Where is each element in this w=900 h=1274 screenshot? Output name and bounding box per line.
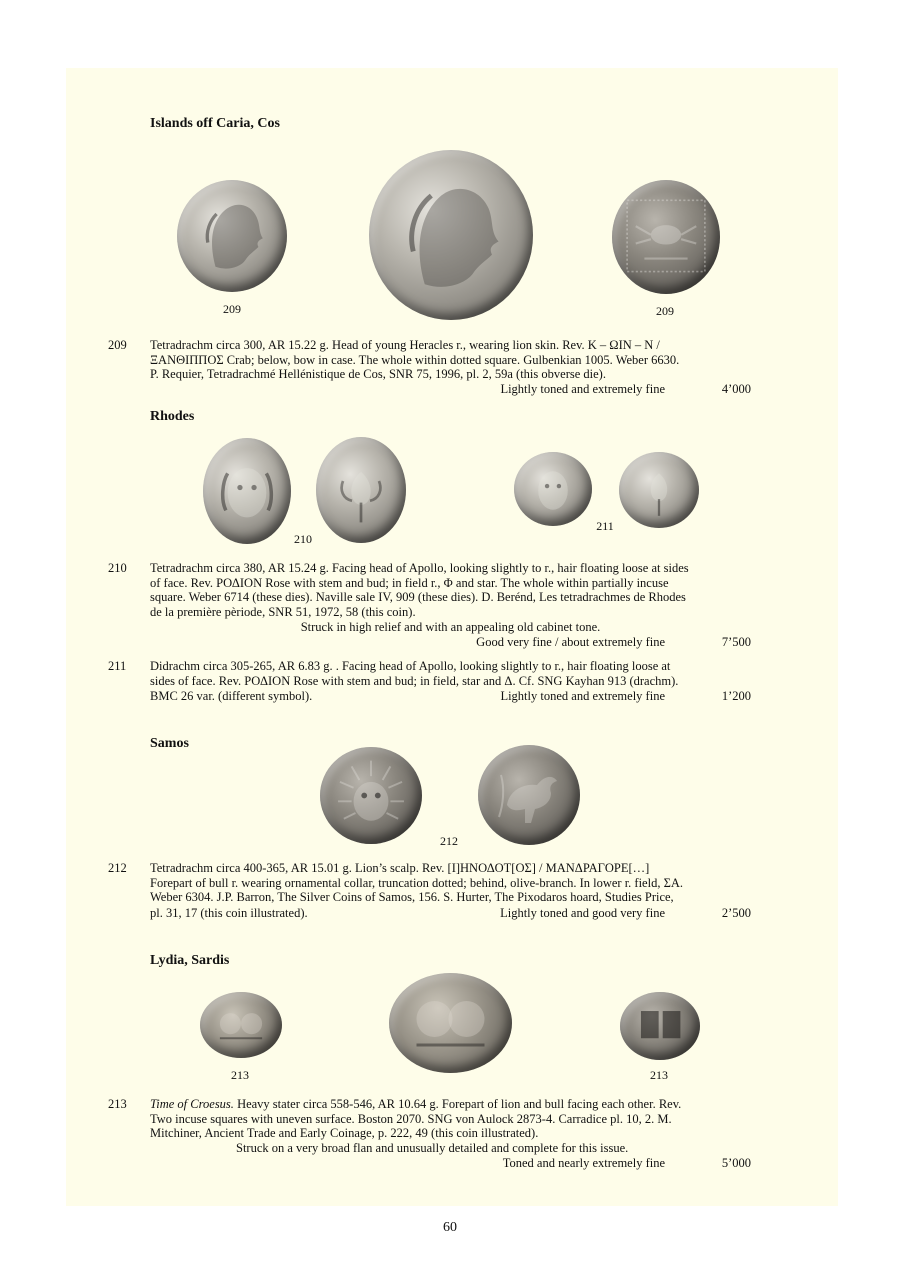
lot-description-209 <box>150 338 751 382</box>
apollo-face-icon <box>203 438 291 544</box>
lion-bull-enlarged <box>389 973 512 1073</box>
description-line: of face. Rev. ΡΟΔΙΟΝ Rose with stem and bud; in field r., Φ and star. The whole within partially incuse <box>150 575 669 590</box>
heracles-head-icon <box>177 180 287 292</box>
condition-text: Lightly toned and good very fine <box>500 906 665 920</box>
rose-small-icon <box>619 452 699 528</box>
crab-reverse-coin <box>612 180 720 294</box>
incuse-squares-icon <box>620 992 700 1060</box>
lot-condition-row-209 <box>150 382 751 397</box>
description-line: Tetradrachm circa 380, AR 15.24 g. Facing head of Apollo, looking slightly to r., hair floating loose at sides <box>150 561 689 575</box>
lot-number-211: 211 <box>108 659 127 673</box>
lot-number-210: 210 <box>108 561 127 575</box>
description-first-line <box>150 1097 751 1112</box>
lot-number-212: 212 <box>108 861 127 875</box>
page-number: 60 <box>443 1220 457 1235</box>
rose-small-coin <box>619 452 699 528</box>
lot-note-213: Struck on a very broad flan and unusually detailed and complete for this issue. <box>236 1141 629 1155</box>
estimate-price: 5’000 <box>721 1156 751 1170</box>
bull-icon <box>478 745 580 845</box>
description-line: Didrachm circa 305-265, AR 6.83 g. . Facing head of Apollo, looking slightly to r., hair floating loose at <box>150 659 671 673</box>
rose-icon <box>316 437 406 543</box>
condition-text: Toned and nearly extremely fine <box>502 1156 665 1170</box>
lot-description-212 <box>150 861 751 905</box>
description-line-rest: Heavy stater circa 558-546, AR 10.64 g. Forepart of lion and bull facing each other. Rev. <box>233 1097 682 1111</box>
heracles-head-coin <box>177 180 287 292</box>
lion-bull-icon <box>200 992 282 1058</box>
description-line: P. Requier, Tetradrachmé Hellénistique de Cos, SNR 75, 1996, pl. 2, 59a (this obverse die). <box>150 367 606 381</box>
description-line: square. Weber 6714 (these dies). Naville sale IV, 909 (these dies). D. Berénd, Les tetradrachmes de Rhodes <box>150 590 686 604</box>
apollo-facing-coin <box>203 438 291 544</box>
coin-label-209-reverse: 209 <box>656 304 674 318</box>
lot-description-211 <box>150 659 751 688</box>
condition-text: Lightly toned and extremely fine <box>500 382 665 396</box>
lot-condition-row-212 <box>150 906 751 921</box>
section-heading-samos: Samos <box>150 736 189 751</box>
coin-label-212: 212 <box>440 834 458 848</box>
description-line: Forepart of bull r. wearing ornamental collar, truncation dotted; behind, olive-branch. In lower r. field, ΣΑ. <box>150 875 684 890</box>
lot-condition-row-213 <box>150 1156 751 1171</box>
lot-condition-row-210 <box>150 635 751 650</box>
heracles-head-large-icon <box>369 150 533 320</box>
description-line: pl. 31, 17 (this coin illustrated). <box>150 906 308 920</box>
condition-text: Lightly toned and extremely fine <box>500 689 665 703</box>
coin-label-210: 210 <box>294 532 312 546</box>
condition-text: Good very fine / about extremely fine <box>476 635 665 649</box>
description-line: ΞΑΝΘΙΠΠΟΣ Crab; below, bow in case. The whole within dotted square. Gulbenkian 1005. Weber 6630. <box>150 352 680 367</box>
estimate-price: 7’500 <box>721 635 751 649</box>
estimate-price: 2’500 <box>721 906 751 920</box>
lot-description-213 <box>150 1097 751 1141</box>
section-heading-rhodes: Rhodes <box>150 409 195 424</box>
coin-label-211: 211 <box>596 519 614 533</box>
lion-bull-stater <box>200 992 282 1058</box>
apollo-face-small-icon <box>514 452 592 526</box>
crab-icon <box>612 180 720 294</box>
description-line: BMC 26 var. (different symbol). <box>150 689 313 703</box>
bull-forepart-coin <box>478 745 580 845</box>
description-line: de la première pèriode, SNR 51, 1972, 58 (this coin). <box>150 604 416 619</box>
lot-condition-row-211 <box>150 689 751 704</box>
description-line: Mitchiner, Ancient Trade and Early Coinage, p. 222, 49 (this coin illustrated). <box>150 1126 539 1140</box>
lot-number-209: 209 <box>108 338 127 352</box>
description-line: sides of face. Rev. ΡΟΔΙΟΝ Rose with stem and bud; in field, star and Δ. Cf. SNG Kayhan 913 (drachm). <box>150 673 679 688</box>
description-line: Tetradrachm circa 300, AR 15.22 g. Head of young Heracles r., wearing lion skin. Rev. Κ – ΩΙΝ – Ν / <box>150 338 660 352</box>
estimate-price: 1’200 <box>721 689 751 703</box>
heracles-head-enlarged <box>369 150 533 320</box>
estimate-price: 4’000 <box>721 382 751 396</box>
lion-scalp-coin <box>320 747 422 844</box>
description-line: Two incuse squares with uneven surface. Boston 2070. SNG von Aulock 2873-4. Carradice pl. 10, 2. M. <box>150 1111 672 1126</box>
lot-note-210: Struck in high relief and with an appealing old cabinet tone. <box>300 620 601 634</box>
lion-scalp-icon <box>320 747 422 844</box>
lion-bull-large-icon <box>389 973 512 1073</box>
coin-label-213-reverse: 213 <box>650 1068 668 1082</box>
lot-number-213: 213 <box>108 1097 127 1111</box>
description-line: Weber 6304. J.P. Barron, The Silver Coins of Samos, 156. S. Hurter, The Pixodaros hoard, Studies Price, <box>150 890 674 904</box>
lot-description-210 <box>150 561 751 619</box>
rose-reverse-coin <box>316 437 406 543</box>
section-heading-sardis: Lydia, Sardis <box>150 953 230 968</box>
incuse-squares-coin <box>620 992 700 1060</box>
coin-label-213-obverse: 213 <box>231 1068 249 1082</box>
coin-label-209-obverse: 209 <box>223 302 241 316</box>
italic-lead: Time of Croesus. <box>150 1097 234 1111</box>
section-heading-cos: Islands off Caria, Cos <box>150 116 280 131</box>
description-line: Tetradrachm circa 400-365, AR 15.01 g. Lion’s scalp. Rev. [Ι]ΗΝΟΔΟΤ[ΟΣ] / ΜΑΝΔΡΑΓΟΡΕ[…] <box>150 861 650 875</box>
apollo-facing-small-coin <box>514 452 592 526</box>
